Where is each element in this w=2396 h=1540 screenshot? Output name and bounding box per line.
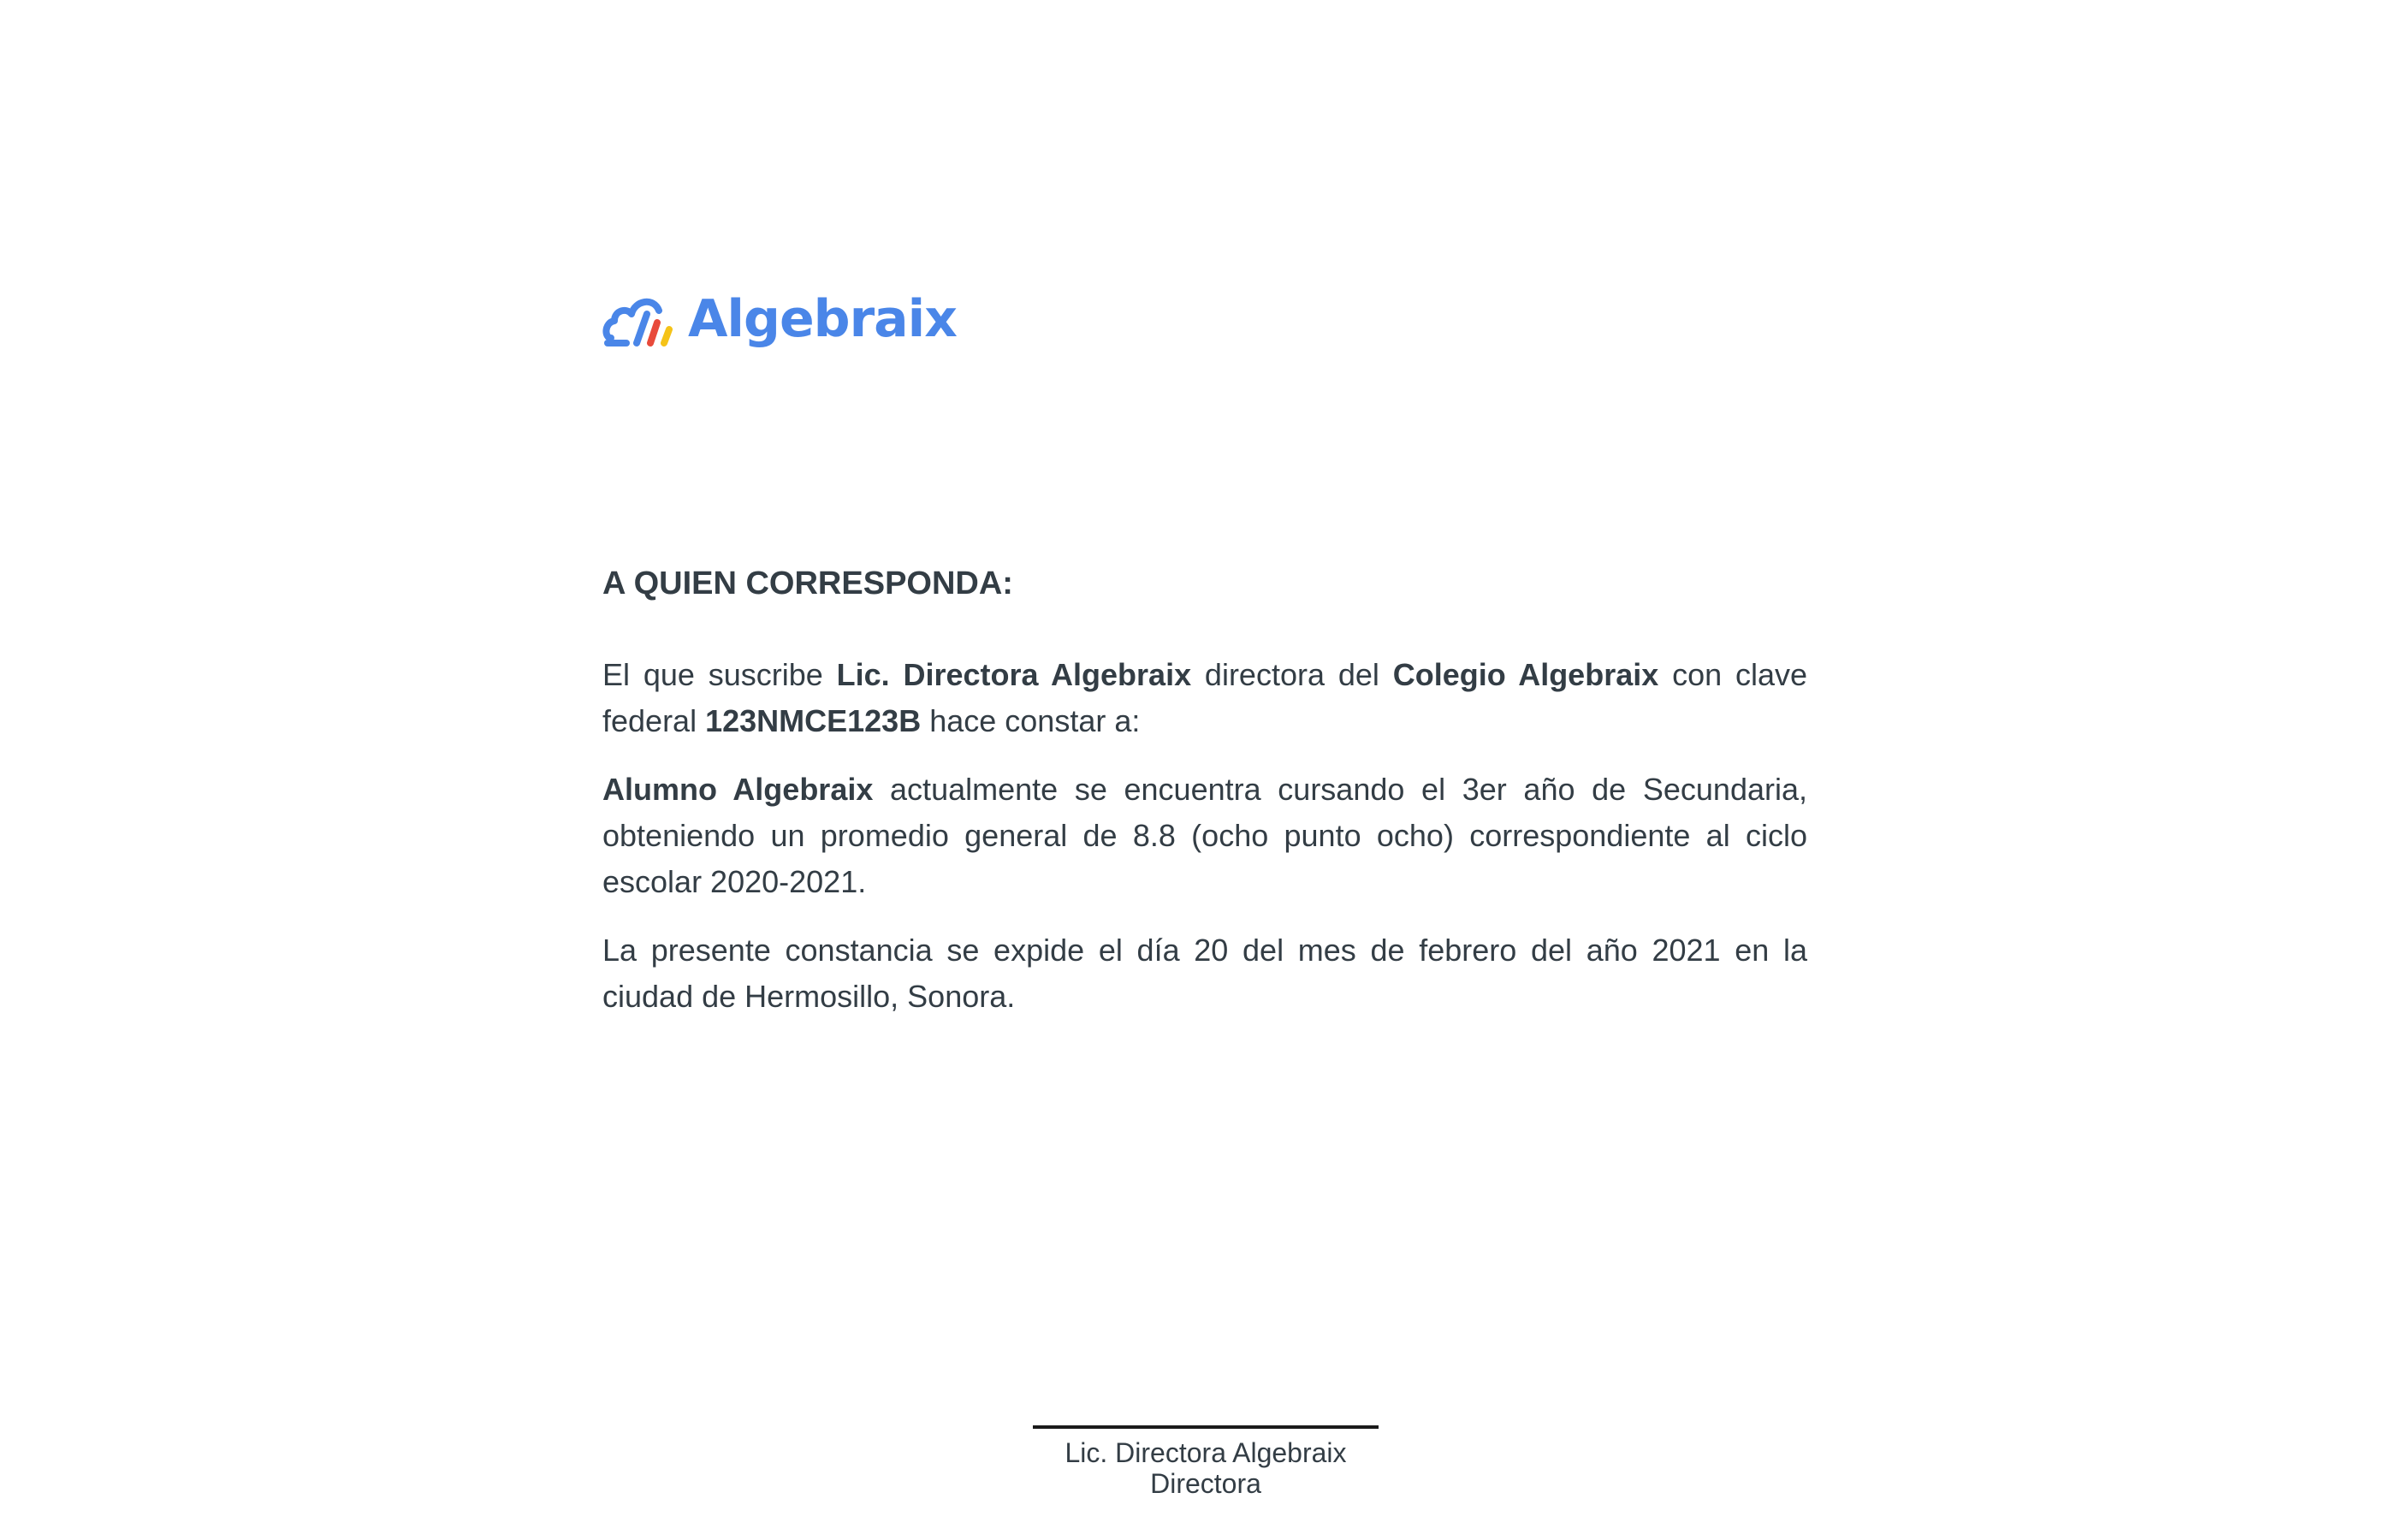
letter-body	[602, 561, 1807, 1042]
paragraph-student	[602, 767, 1807, 905]
signature-title: Directora	[1150, 1468, 1261, 1499]
algebraix-logo	[602, 284, 957, 354]
text-span: La presente constancia se expide el día 20 del mes de febrero del año 2021 en la ciudad de Hermosillo, Sonora.	[602, 933, 1807, 1014]
director-name: Lic. Directora Algebraix	[836, 657, 1192, 692]
text-span: directora del	[1191, 657, 1393, 692]
text-span: actualmente se encuentra cursando el 3er año de Secundaria, obteniendo un promedio general de 8.8 (ocho punto ocho) correspondiente al ciclo escolar 2020-2021.	[602, 772, 1807, 899]
text-span: El que suscribe	[602, 657, 837, 692]
paragraph-intro	[602, 652, 1807, 744]
text-span: hace constar a:	[921, 703, 1141, 738]
signature-line	[1033, 1425, 1379, 1429]
cloud-bars-icon	[602, 288, 681, 350]
paragraph-issue	[602, 927, 1807, 1020]
letter-heading: A QUIEN CORRESPONDA:	[602, 566, 1013, 601]
logo-wordmark: Algebraix	[688, 289, 957, 349]
student-name: Alumno Algebraix	[602, 772, 874, 807]
signature-block	[1033, 1425, 1379, 1499]
school-name: Colegio Algebraix	[1392, 657, 1659, 692]
signature-name: Lic. Directora Algebraix	[1065, 1437, 1347, 1468]
text-span: con clave federal	[602, 657, 1807, 738]
federal-key: 123NMCE123B	[705, 703, 922, 738]
